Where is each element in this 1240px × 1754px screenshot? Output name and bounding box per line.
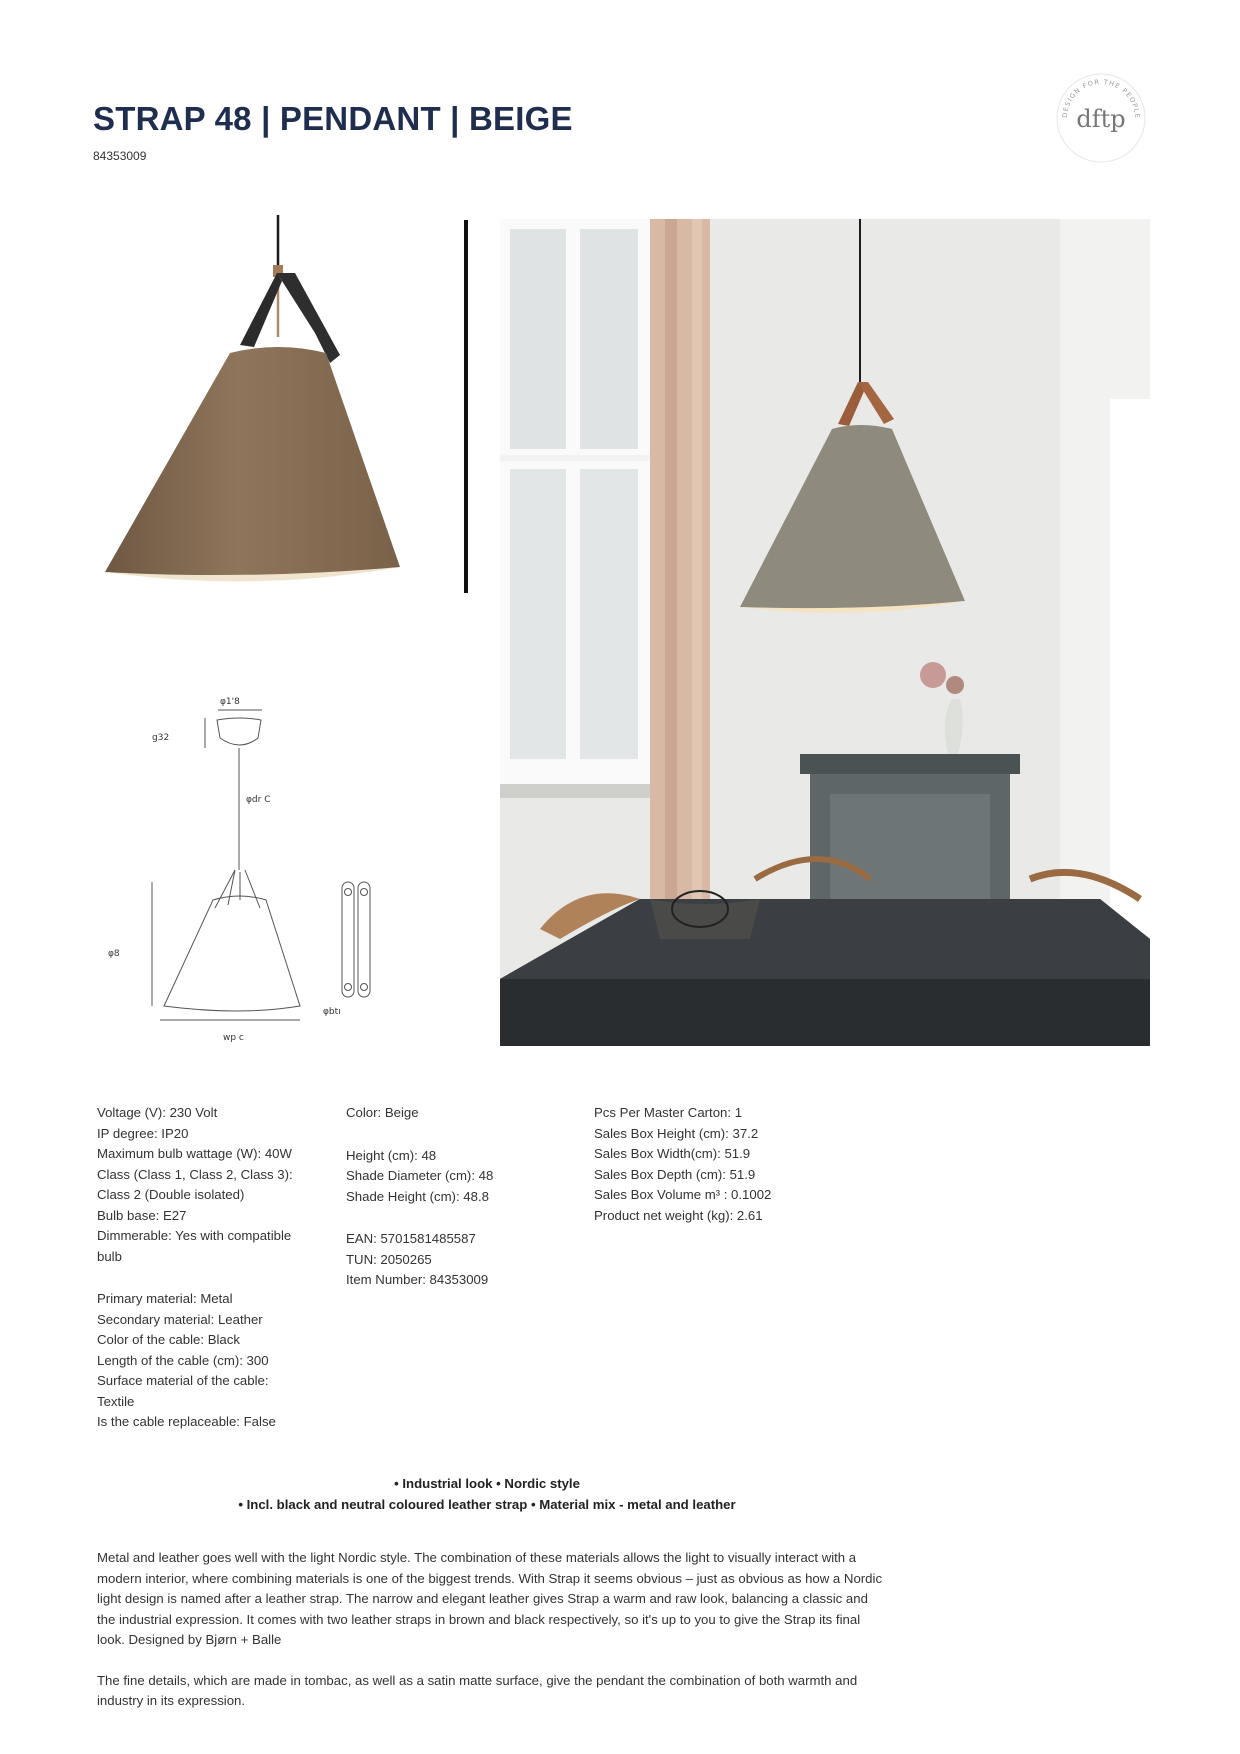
spec-line: Pcs Per Master Carton: 1 (594, 1105, 743, 1120)
spec-group-gap (97, 1267, 327, 1289)
spec-line: Maximum bulb wattage (W): 40W (97, 1146, 292, 1161)
spec-line: IP degree: IP20 (97, 1125, 189, 1141)
spec-line: Primary material: Metal (97, 1291, 233, 1306)
description-paragraph: Metal and leather goes well with the light Nordic style. The combination of these materials allows the light to visually interact with a modern interior, where combining materials is one of the biggest trends. With Strap it seems obvious – just as obvious as how a Nordic light design is named after a leather strap. The narrow and elegant leather gives Strap a warm and raw look, balancing a classic and the industrial expression. It comes with two leather straps in brown and black respectively, so it's up to you to give the Strap its final look. Designed by Bjørn + Balle (97, 1550, 883, 1647)
spec-line: Surface material of the cable: (97, 1373, 269, 1388)
logo-ring-text: DESIGN FOR THE PEOPLE (1060, 77, 1142, 120)
specs-column-dimensions (346, 1103, 566, 1291)
spec-line: Dimmerable: Yes with compatible (97, 1228, 292, 1243)
dim-top-diameter: φ1'8 (220, 697, 240, 707)
spec-line: Sales Box Volume m³ : 0.1002 (594, 1187, 772, 1202)
spec-line: bulb (97, 1248, 122, 1264)
spec-line: Sales Box Height (cm): 37.2 (594, 1125, 759, 1141)
spec-group-gap (346, 1207, 566, 1229)
spec-line: Shade Diameter (cm): 48 (346, 1168, 494, 1183)
spec-line: Height (cm): 48 (346, 1147, 437, 1163)
spec-group-gap (346, 1124, 566, 1146)
spec-line: Class 2 (Double isolated) (97, 1187, 245, 1202)
spec-line: TUN: 2050265 (346, 1251, 432, 1267)
spec-line: Color of the cable: Black (97, 1332, 240, 1347)
spec-line: Shade Height (cm): 48.8 (346, 1188, 489, 1204)
product-description (97, 1548, 887, 1732)
dim-strap: φbtı (323, 1007, 341, 1017)
feature-line: • Industrial look • Nordic style (394, 1476, 580, 1491)
spec-line: Length of the cable (cm): 300 (97, 1352, 269, 1368)
spec-line: Textile (97, 1393, 135, 1409)
divider-bar (464, 220, 468, 593)
spec-line: Secondary material: Leather (97, 1311, 263, 1327)
product-photo (100, 215, 460, 595)
spec-line: Color: Beige (346, 1105, 419, 1120)
dim-canopy-height: g32 (152, 733, 170, 743)
spec-line: Voltage (V): 230 Volt (97, 1105, 218, 1120)
specs-column-electrical (97, 1103, 327, 1433)
feature-line: • Incl. black and neutral coloured leather strap • Material mix - metal and leather (238, 1497, 736, 1512)
spec-line: Sales Box Depth (cm): 51.9 (594, 1166, 756, 1182)
dim-cable: φdr C (246, 795, 271, 805)
dim-height: φ8 (108, 949, 120, 959)
specs-column-packaging (594, 1103, 854, 1226)
spec-line: Product net weight (kg): 2.61 (594, 1207, 763, 1223)
product-sku: 84353009 (93, 149, 147, 163)
spec-line: Sales Box Width(cm): 51.9 (594, 1146, 751, 1161)
dftp-logo (1055, 72, 1147, 164)
spec-line: Bulb base: E27 (97, 1207, 187, 1223)
dim-width: wp c (223, 1033, 244, 1043)
technical-drawing (100, 690, 400, 1060)
lifestyle-photo (500, 219, 1150, 1046)
logo-wordmark: dftp (1076, 105, 1126, 133)
description-paragraph: The fine details, which are made in tombac, as well as a satin matte surface, give the pendant the combination of both warmth and industry in its expression. (97, 1672, 858, 1708)
feature-highlights (97, 1473, 877, 1515)
spec-line: Is the cable replaceable: False (97, 1414, 276, 1429)
spec-line: EAN: 5701581485587 (346, 1231, 476, 1246)
spec-line: Item Number: 84353009 (346, 1272, 489, 1287)
product-title: STRAP 48 | PENDANT | BEIGE (93, 100, 573, 137)
spec-line: Class (Class 1, Class 2, Class 3): (97, 1166, 293, 1182)
